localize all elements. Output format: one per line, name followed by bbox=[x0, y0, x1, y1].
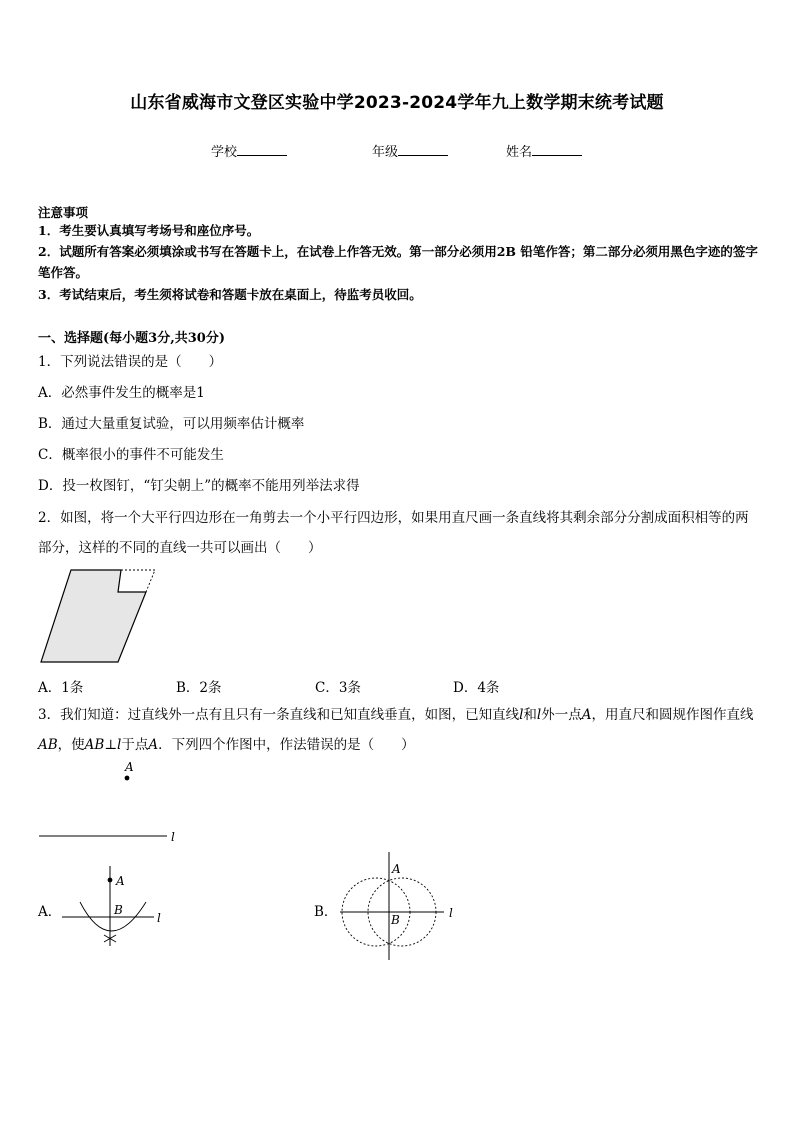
q1-option-c: C．概率很小的事件不可能发生 bbox=[38, 447, 224, 463]
notice-item-1: 1．考生要认真填写考场号和座位序号。 bbox=[38, 223, 260, 238]
fig-a-label-A: A bbox=[116, 874, 125, 888]
fig-a-label-l: l bbox=[157, 911, 161, 925]
q1-option-a: A．必然事件发生的概率是1 bbox=[38, 385, 205, 401]
section-heading: 一、选择题(每小题3分,共30分) bbox=[38, 331, 225, 346]
q3-stem bbox=[38, 700, 760, 760]
q3-stem-text-5: ，使 bbox=[57, 737, 85, 753]
line-l-label: l bbox=[171, 830, 175, 844]
q2-parallelogram-figure bbox=[36, 566, 161, 666]
q3-base-figure bbox=[36, 758, 186, 848]
grade-label: 年级 bbox=[372, 145, 399, 160]
q1-option-d: D．投一枚图钉，“钉尖朝上”的概率不能用列举法求得 bbox=[38, 478, 360, 494]
fig-b-label-l: l bbox=[449, 906, 453, 920]
grade-field bbox=[372, 141, 448, 160]
q3-stem-text-7: ．下列四个作图中，作法错误的是（ ） bbox=[158, 737, 415, 753]
notice-item-3: 3．考试结束后，考生须将试卷和答题卡放在桌面上，待监考员收回。 bbox=[38, 287, 422, 302]
school-field bbox=[211, 141, 287, 160]
q3-var-A-2: A bbox=[148, 737, 159, 753]
q3-stem-text-2: 和 bbox=[523, 707, 537, 723]
q3-var-l-1: l bbox=[519, 707, 524, 723]
q3-var-l-2: l bbox=[536, 707, 542, 723]
q3-var-AB-1: AB bbox=[38, 737, 58, 753]
q3-var-A-1: A bbox=[581, 707, 592, 723]
q3-stem-text-3: 外一点 bbox=[541, 707, 582, 723]
page-title: 山东省威海市文登区实验中学2023-2024学年九上数学期末统考试题 bbox=[130, 93, 664, 113]
grade-blank bbox=[398, 143, 448, 156]
fig-b-label-A: A bbox=[392, 862, 401, 876]
q3-stem-text-4: ，用直尺和圆规作图作直线 bbox=[591, 707, 754, 723]
q2-option-c: C．3条 bbox=[315, 680, 361, 696]
point-a-label: A bbox=[125, 760, 134, 774]
notice-heading: 注意事项 bbox=[38, 205, 89, 220]
q3-stem-text-1: 3．我们知道：过直线外一点有且只有一条直线和已知直线垂直，如图，已知直线 bbox=[38, 707, 520, 723]
school-label: 学校 bbox=[211, 145, 238, 160]
q1-stem: 1．下列说法错误的是（ ） bbox=[38, 354, 223, 370]
q2-option-a: A．1条 bbox=[38, 680, 84, 696]
q3-var-AB-perp-l: AB⊥l bbox=[84, 737, 122, 753]
q2-stem: 2．如图，将一个大平行四边形在一角剪去一个小平行四边形，如果用直尺画一条直线将其剩余部分分割成面积相等的两部分，这样的不同的直线一共可以画出（ ） bbox=[38, 510, 749, 556]
q3-option-b-figure bbox=[334, 850, 464, 962]
name-label: 姓名 bbox=[506, 145, 533, 160]
q2-option-d: D．4条 bbox=[453, 680, 500, 696]
q3-stem-text-6: 于点 bbox=[121, 737, 149, 753]
name-field bbox=[506, 141, 582, 160]
q2-option-b: B．2条 bbox=[176, 680, 222, 696]
fig-a-label-B: B bbox=[114, 903, 123, 917]
q1-option-b: B．通过大量重复试验，可以用频率估计概率 bbox=[38, 416, 305, 432]
q3-option-a-figure bbox=[58, 862, 168, 952]
point-a-dot bbox=[125, 776, 130, 781]
school-blank bbox=[237, 143, 287, 156]
q3-option-b-label: B． bbox=[314, 904, 338, 920]
fig-b-label-B: B bbox=[391, 913, 400, 927]
name-blank bbox=[532, 143, 582, 156]
notice-item-2: 2．试题所有答案必须填涂或书写在答题卡上，在试卷上作答无效。第一部分必须用2B 铅笔作答；第二部分必须用黑色字迹的签字笔作答。 bbox=[38, 244, 758, 280]
q3-option-a-label: A． bbox=[38, 904, 62, 920]
